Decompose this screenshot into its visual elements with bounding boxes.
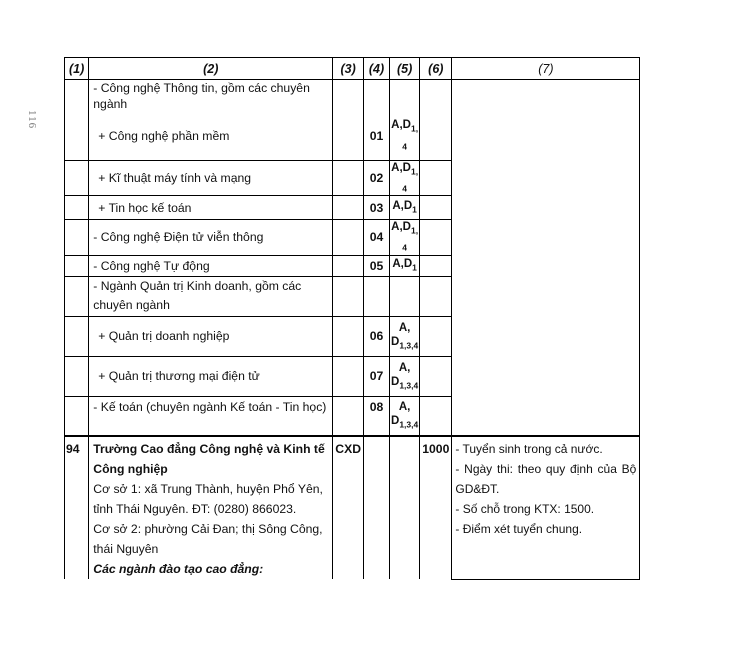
header-col-1: (1): [65, 58, 89, 80]
major-name: + Quản trị thương mại điện tử: [89, 356, 333, 396]
header-col-2: (2): [89, 58, 333, 80]
cell-quota: [420, 316, 452, 356]
major-code: 01: [364, 112, 390, 160]
cell-no: [65, 196, 89, 220]
cell-quota: [420, 255, 452, 276]
cell-school-code: [333, 80, 364, 113]
major-name: + Công nghệ phần mềm: [89, 112, 333, 160]
subject-combination: A, $D_{1,3,4}$: [390, 316, 420, 356]
cell-major-code: [364, 436, 390, 579]
major-code: 04: [364, 220, 390, 256]
subject-combination: [390, 276, 420, 316]
header-row: [65, 58, 640, 80]
cell-school-code: [333, 255, 364, 276]
cell-no: [65, 112, 89, 160]
cell-school-code: [333, 112, 364, 160]
major-name: - Công nghệ Điện tử viễn thông: [89, 220, 333, 256]
subject-combination: $A,D_{1,}$ $_4$: [390, 220, 420, 256]
major-name: + Kĩ thuật máy tính và mạng: [89, 160, 333, 196]
school-quota: 1000: [420, 436, 452, 579]
school-info: [89, 436, 333, 579]
note-item: - Tuyển sinh trong cả nước.: [455, 442, 603, 457]
cell-no: [65, 316, 89, 356]
cell-school-code: [333, 220, 364, 256]
notes-cell-empty: [452, 80, 640, 437]
major-name: - Kế toán (chuyên ngành Kế toán - Tin học): [89, 396, 333, 436]
cell-quota: [420, 396, 452, 436]
subject-combination: A, $D_{1,3,4}$: [390, 396, 420, 436]
major-code: [364, 276, 390, 316]
major-name: - Công nghệ Thông tin, gồm các chuyên ngành: [89, 80, 333, 113]
admissions-table: [64, 57, 640, 580]
major-name: + Tin học kế toán: [89, 196, 333, 220]
subject-combination: $A,D_{1,}$ $_4$: [390, 112, 420, 160]
major-code: [364, 80, 390, 113]
note-item: - Ngày thi: theo quy định của Bộ GD&ĐT.: [455, 462, 637, 497]
cell-quota: [420, 276, 452, 316]
header-col-3: (3): [333, 58, 364, 80]
subject-combination: $A,D_{1,}$ $_4$: [390, 160, 420, 196]
subject-combination: $A,D_1$: [390, 196, 420, 220]
cell-school-code: [333, 196, 364, 220]
page-number: 116: [26, 110, 38, 130]
cell-combination: [390, 436, 420, 579]
cell-no: [65, 160, 89, 196]
programs-heading: Các ngành đào tạo cao đẳng:: [93, 562, 264, 577]
cell-school-code: [333, 356, 364, 396]
cell-no: [65, 220, 89, 256]
cell-quota: [420, 160, 452, 196]
campus-1: Cơ sở 1: xã Trung Thành, huyện Phổ Yên, tỉnh Thái Nguyên. ĐT: (0280) 866023.: [93, 482, 323, 517]
note-item: - Số chỗ trong KTX: 1500.: [455, 502, 595, 517]
cell-school-code: [333, 160, 364, 196]
major-code: 02: [364, 160, 390, 196]
school-name: Trường Cao đẳng Công nghệ và Kinh tế Công nghiệp: [93, 442, 325, 477]
header-col-5: (5): [390, 58, 420, 80]
cell-no: [65, 80, 89, 113]
school-notes: [452, 436, 640, 579]
major-code: 06: [364, 316, 390, 356]
cell-school-code: [333, 396, 364, 436]
cell-quota: [420, 356, 452, 396]
major-code: 08: [364, 396, 390, 436]
table-row: [65, 80, 640, 113]
subject-combination: [390, 80, 420, 113]
major-code: 03: [364, 196, 390, 220]
cell-no: [65, 276, 89, 316]
cell-school-code: [333, 316, 364, 356]
cell-quota: [420, 220, 452, 256]
cell-school-code: [333, 276, 364, 316]
cell-no: [65, 356, 89, 396]
cell-no: [65, 396, 89, 436]
major-code: 07: [364, 356, 390, 396]
cell-quota: [420, 196, 452, 220]
cell-quota: [420, 112, 452, 160]
major-code: 05: [364, 255, 390, 276]
note-item: - Điểm xét tuyển chung.: [455, 522, 583, 537]
school-code: CXD: [333, 436, 364, 579]
school-row: [65, 436, 640, 579]
major-name: + Quản trị doanh nghiệp: [89, 316, 333, 356]
header-col-7: (7): [452, 58, 640, 80]
cell-no: [65, 255, 89, 276]
school-number: 94: [65, 436, 89, 579]
campus-2: Cơ sở 2: phường Cải Đan; thị Sông Công, thái Nguyên: [93, 522, 323, 557]
cell-quota: [420, 80, 452, 113]
subject-combination: $A,D_1$: [390, 255, 420, 276]
header-col-6: (6): [420, 58, 452, 80]
major-name: - Ngành Quản trị Kinh doanh, gồm các chuyên ngành: [89, 276, 333, 316]
subject-combination: A, $D_{1,3,4}$: [390, 356, 420, 396]
major-name: - Công nghệ Tự động: [89, 255, 333, 276]
header-col-4: (4): [364, 58, 390, 80]
